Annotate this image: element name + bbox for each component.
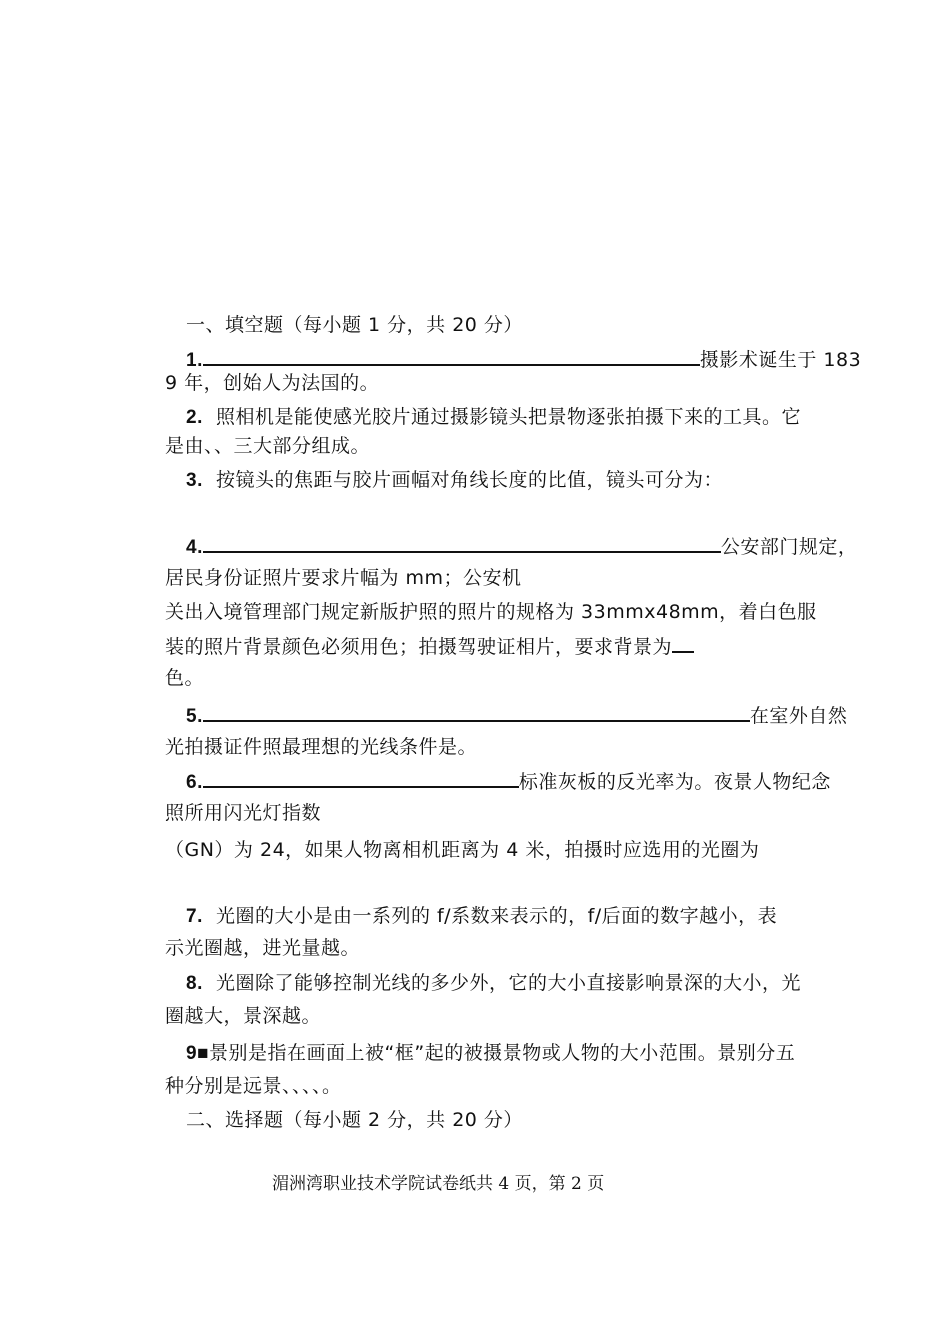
- question-7-line-2: 示光圈越，进光量越。: [165, 937, 361, 959]
- question-1-line-2: 9 年，创始人为法国的。: [165, 372, 380, 394]
- question-3-text: 按镜头的焦距与胶片画幅对角线长度的比值，镜头可分为：: [215, 469, 723, 491]
- question-4-line-5: 色。: [165, 667, 205, 689]
- question-8-text: 光圈除了能够控制光线的多少外，它的大小直接影响景深的大小，光: [215, 972, 801, 994]
- question-4-line-3: 关出入境管理部门规定新版护照的照片的规格为 33mmx48mm，着白色服: [165, 601, 817, 623]
- question-1-line-1: [186, 346, 861, 373]
- question-8-line-2: 圈越大，景深越。: [165, 1005, 322, 1027]
- question-9-line-2: 种分别是远景、、、、。: [165, 1075, 342, 1097]
- answer-blank[interactable]: [203, 702, 750, 722]
- question-6-number: 6.: [186, 772, 203, 793]
- answer-blank[interactable]: [203, 346, 700, 366]
- section-fill-title: 一、填空题（每小题 1 分，共 20 分）: [186, 314, 523, 336]
- question-2-line-1: [186, 405, 801, 430]
- question-2-text: 照相机是能使感光胶片通过摄影镜头把景物逐张拍摄下来的工具。它: [215, 406, 801, 428]
- question-7-text: 光圈的大小是由一系列的 f/系数来表示的，f/后面的数字越小，表: [215, 905, 778, 927]
- question-6-line-1: [186, 768, 831, 795]
- question-4-line-2: 居民身份证照片要求片幅为 mm；公安机: [165, 567, 522, 589]
- question-7-number: 7.: [186, 906, 203, 927]
- question-6-line-3: （GN）为 24，如果人物离相机距离为 4 米，拍摄时应选用的光圈为: [165, 839, 760, 861]
- question-6-line-2: 照所用闪光灯指数: [165, 802, 322, 824]
- question-2-number: 2.: [186, 407, 203, 428]
- question-2-line-2: 是由、、三大部分组成。: [165, 435, 371, 457]
- question-9-number: 9■: [186, 1043, 210, 1064]
- question-6-text: 标准灰板的反光率为。夜景人物纪念: [518, 771, 831, 793]
- question-1-text: 摄影术诞生于 183: [699, 349, 862, 371]
- question-4-line-1: [186, 533, 857, 560]
- answer-blank[interactable]: [203, 533, 721, 553]
- question-8-line-1: [186, 971, 801, 996]
- page-footer: 湄洲湾职业技术学院试卷纸共 4 页，第 2 页: [272, 1174, 605, 1194]
- answer-blank[interactable]: [672, 633, 694, 653]
- question-3-line-1: [186, 468, 723, 493]
- question-4-line-4: [165, 633, 694, 659]
- question-5-number: 5.: [186, 706, 203, 727]
- question-7-line-1: [186, 904, 777, 929]
- question-5-text: 在室外自然: [749, 705, 848, 727]
- section-choice-title: 二、选择题（每小题 2 分，共 20 分）: [186, 1109, 523, 1131]
- question-9-line-1: [186, 1041, 795, 1066]
- question-1-number: 1.: [186, 350, 203, 371]
- question-9-text: 景别是指在画面上被“框”起的被摄景物或人物的大小范围。景别分五: [209, 1042, 796, 1064]
- question-5-line-2: 光拍摄证件照最理想的光线条件是。: [165, 736, 478, 758]
- question-5-line-1: [186, 702, 847, 729]
- question-4-text-d: 装的照片背景颜色必须用色；拍摄驾驶证相片，要求背景为: [165, 636, 673, 658]
- question-4-text: 公安部门规定，: [720, 536, 858, 558]
- question-3-number: 3.: [186, 470, 203, 491]
- question-4-number: 4.: [186, 537, 203, 558]
- answer-blank[interactable]: [203, 768, 519, 788]
- question-8-number: 8.: [186, 973, 203, 994]
